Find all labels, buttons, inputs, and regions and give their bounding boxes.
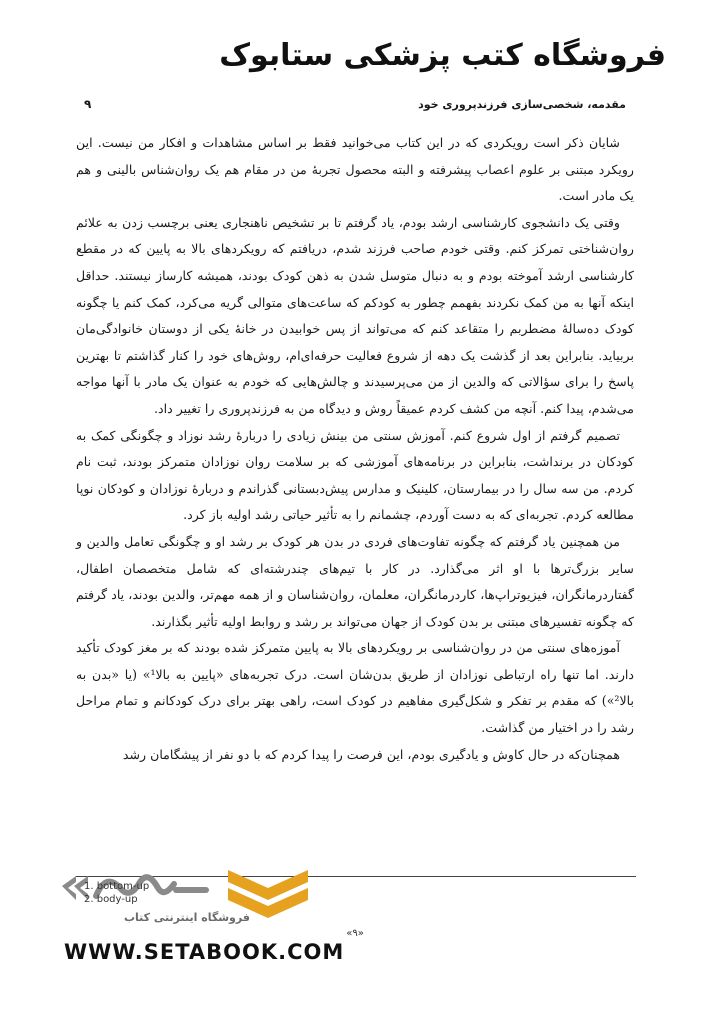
paragraph: من همچنین یاد گرفتم که چگونه تفاوت‌های فردی در بدن هر کودک بر رشد او و چگونگی تعامل والدین و سایر بزرگ‌ترها با او اثر می‌گذارد. در کار با تیم‌های چندرشته‌ای که شامل متخصصان اطفال، گفتاردرمانگران، فیزیوتراپ‌ها، کاردرمانگران، معلمان، روان‌شناسان و از همه مهم‌تر، والدین بودند، یاد گرفتم که چگونه تفسیرهای مبتنی بر بدن کودک از جهان می‌تواند بر رشد و روابط اولیه تأثیر بگذارند. — [76, 533, 634, 629]
footer-page-number: «۹» — [346, 928, 364, 939]
logo-tagline: فروشگاه اینترنتی کتاب — [124, 911, 250, 924]
paragraph: آموزه‌های سنتی من در روان‌شناسی بر رویکردهای بالا به پایین متمرکز شده بودند که بر مغز کودک تأکید دارند. اما تنها راه ارتباطی نوزادان از طریق بدن‌شان است. درک تجربه‌های «پایین به بالا¹» (یا «بدن به بالا²») که مقدم بر تفکر و شکل‌گیری مفاهیم در کودک است، راهی بهتر برای درک کودکانم و تمام مراحل رشد را در اختیار من گذاشت. — [76, 640, 635, 736]
body-text — [76, 130, 634, 768]
footnote: 1. bottom-up — [84, 881, 150, 892]
website-url: WWW.SETABOOK.COM — [64, 940, 345, 964]
site-title: فروشگاه کتب پزشکی ستابوک — [219, 38, 666, 73]
footnotes — [84, 880, 149, 906]
paragraph: شایان ذکر است رویکردی که در این کتاب می‌خوانید فقط بر اساس مشاهدات و افکار من نیست. این رویکرد مبتنی بر علوم اعصاب پیشرفته و البته محصول تجربهٔ من در مقام هم یک روان‌شناس بالینی و هم یک مادر است. — [76, 135, 634, 204]
paragraph: وقتی یک دانشجوی کارشناسی ارشد بودم، یاد گرفتم تا بر تشخیص ناهنجاری یعنی برچسب زدن به علائم روان‌شناختی تمرکز کنم. وقتی خودم صاحب فرزند شدم، دریافتم که رویکردهای بالا به پایین که در مقطع کارشناسی ارشد آموخته بودم و به دنبال متوسل شدن به ذهن کودک بودند، همیشه کارساز نیستند. حداقل اینکه آنها به من کمک نکردند بفهمم چطور به کودکم که ساعت‌های متوالی گریه می‌کرد، کمک کنم یا چگونه کودک ده‌سالهٔ مضطربم را متقاعد کنم که می‌تواند از پس خوابیدن در خانهٔ یکی از دوستان خانوادگی‌مان بربیاید. بنابراین بعد از گذشت یک دهه از شروع فعالیت حرفه‌ای‌ام، روش‌های خود را کنار گذاشتم تا بهترین پاسخ را برای سؤالاتی که والدین از من می‌پرسیدند و چالش‌هایی که خودم به عنوان یک مادر با آنها مواجه می‌شدم، پیدا کنم. آنچه من کشف کردم عمیقاً روش و دیدگاه من به فرزندپروری را تغییر داد. — [76, 214, 634, 416]
footnote: 2. body-up — [84, 894, 138, 905]
chapter-title: مقدمه، شخصی‌سازی فرزندپروری خود — [418, 97, 626, 111]
running-head — [84, 94, 626, 114]
paragraph: تصمیم گرفتم از اول شروع کنم. آموزش سنتی من بینش زیادی را دربارهٔ رشد نوزاد و چگونگی کمک به کودکان در برنداشت، بنابراین در برنامه‌های آموزشی که بر سلامت روان نوزادان متمرکز بودند، ثبت نام کردم. من سه سال را در بیمارستان، کلینیک و مدارس پیش‌دبستانی گذراندم و دربارهٔ نوزادان و کودکان نوپا مطالعه کردم. تجربه‌ای که به دست آوردم، چشمانم را به تأثیر حیاتی رشد اولیه باز کرد. — [76, 427, 634, 523]
paragraph: همچنان‌که در حال کاوش و یادگیری بودم، این فرصت را پیدا کردم که با دو نفر از پیشگامان رشد — [122, 746, 620, 762]
header-page-number: ۹ — [84, 97, 92, 111]
